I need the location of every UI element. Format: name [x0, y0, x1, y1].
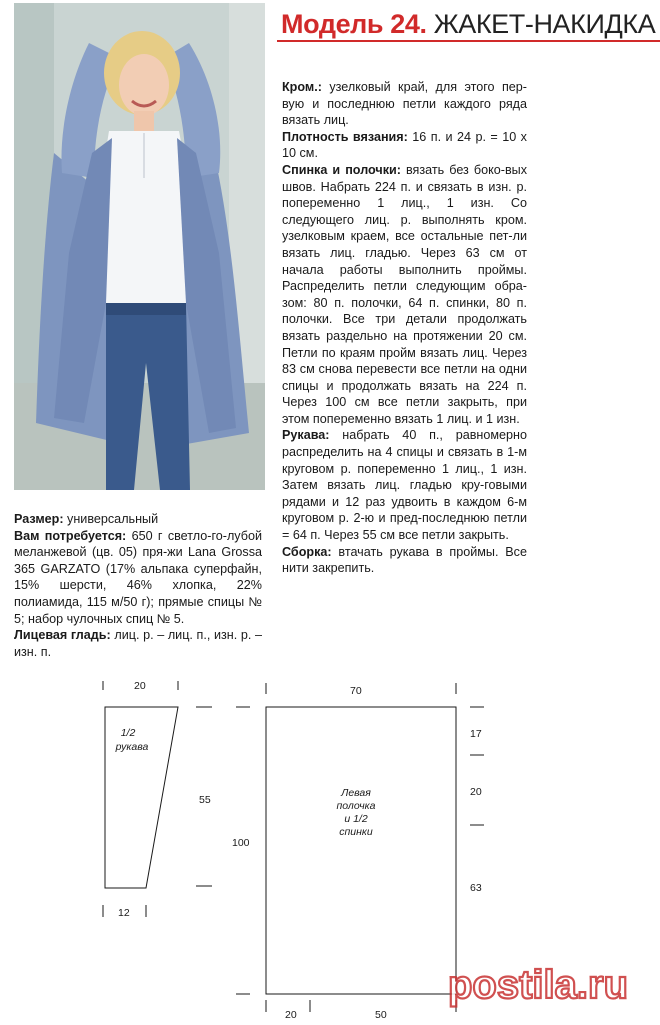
- sleeve-label-line1: 1/2: [120, 727, 136, 739]
- sleeve-top-width: 20: [134, 680, 146, 692]
- body-label-line3: и 1/2: [344, 813, 368, 825]
- body-label-line4: спинки: [339, 826, 373, 838]
- assembly-text: втачать рукава в проймы. Все нити закрепить.: [282, 544, 527, 576]
- model-name: ЖАКЕТ-НАКИДКА: [433, 9, 656, 39]
- sleeve-outline: [105, 707, 178, 888]
- selvage-label: Кром.:: [282, 80, 322, 94]
- watermark-text: postila.ru: [448, 963, 629, 1007]
- title-dot: .: [419, 9, 427, 39]
- model-number: Модель 24: [281, 9, 420, 39]
- watermark-logo: [448, 958, 648, 1008]
- body-top-width: 70: [350, 685, 362, 697]
- size-text: универсальный: [63, 512, 159, 526]
- body-bottom-right: 50: [375, 1009, 387, 1021]
- body-label-line1: Левая: [341, 787, 371, 799]
- stitch-label: Лицевая гладь:: [14, 628, 111, 643]
- body-seg-top: 17: [470, 728, 482, 740]
- density-text: 16 п. и 24 р. = 10 х 10 см.: [282, 129, 527, 161]
- size-label: Размер:: [14, 512, 64, 526]
- body-label-line2: полочка: [336, 800, 376, 812]
- body-seg-bottom: 63: [470, 882, 482, 894]
- back-fronts-text: вязать без боко-вых швов. Набрать 224 п. и связать в изн. р. попеременно 1 лиц., 1 изн. Со следующего лиц. р. выполнять кром. узелковым краем, все остальные пет-ли вязать лиц. гладью. Через 63 см от начала работы выполнить проймы. Распределить петли следующим обра-зом: 80 п. полочки, 64 п. спинки, 80 п. полочки. Все три детали продолжать вязать раздельно на протяжении 20 см. Петли по краям пройм вязать лиц. Через 83 см снова перевести все петли на одни спицы и продолжать вязать на 224 п. Через 100 см все петли закрыть, при этом попеременно вязать 1 лиц. и 1 изн.: [282, 162, 527, 426]
- sleeves-label: Рукава:: [282, 428, 330, 443]
- body-total-height: 100: [232, 837, 250, 849]
- selvage-text: узелковый край, для этого пер-вую и последнюю петли каждого ряда вязать лиц.: [282, 80, 527, 128]
- materials-label: Вам потребуется:: [14, 528, 127, 543]
- back-fronts-label: Спинка и полочки:: [282, 162, 401, 177]
- sleeve-bottom-width: 12: [118, 907, 130, 919]
- sleeve-height: 55: [199, 794, 211, 806]
- stitch-text: лиц. р. – лиц. п., изн. р. – изн. п.: [14, 628, 262, 659]
- body-bottom-left: 20: [285, 1009, 297, 1021]
- sleeve-label-line2: рукава: [115, 741, 149, 753]
- sleeves-text: набрать 40 п., равномерно распределить на 4 спицы и связать в 1-м круговом р. попеременно 1 лиц., 1 изн. Затем вязать лиц. гладью кру-говыми рядами и 12 раз удвоить в каждом 6-м круговом р. 2-ю и пред-последнюю петли = 64 п. Через 55 см все петли закрыть.: [282, 428, 527, 543]
- assembly-label: Сборка:: [282, 544, 332, 559]
- materials-text: 650 г светло-го-лубой меланжевой (цв. 05) пря-жи Lana Grossa 365 GARZATO (17% альпака суперфайн, 15% шерсти, 46% хлопка, 22% полиамида, 115 м/50 г); прямые спицы № 5; набор чулочных спиц № 5.: [14, 528, 262, 626]
- body-outline: [266, 707, 456, 994]
- body-seg-armhole: 20: [470, 786, 482, 798]
- density-label: Плотность вязания:: [282, 129, 408, 144]
